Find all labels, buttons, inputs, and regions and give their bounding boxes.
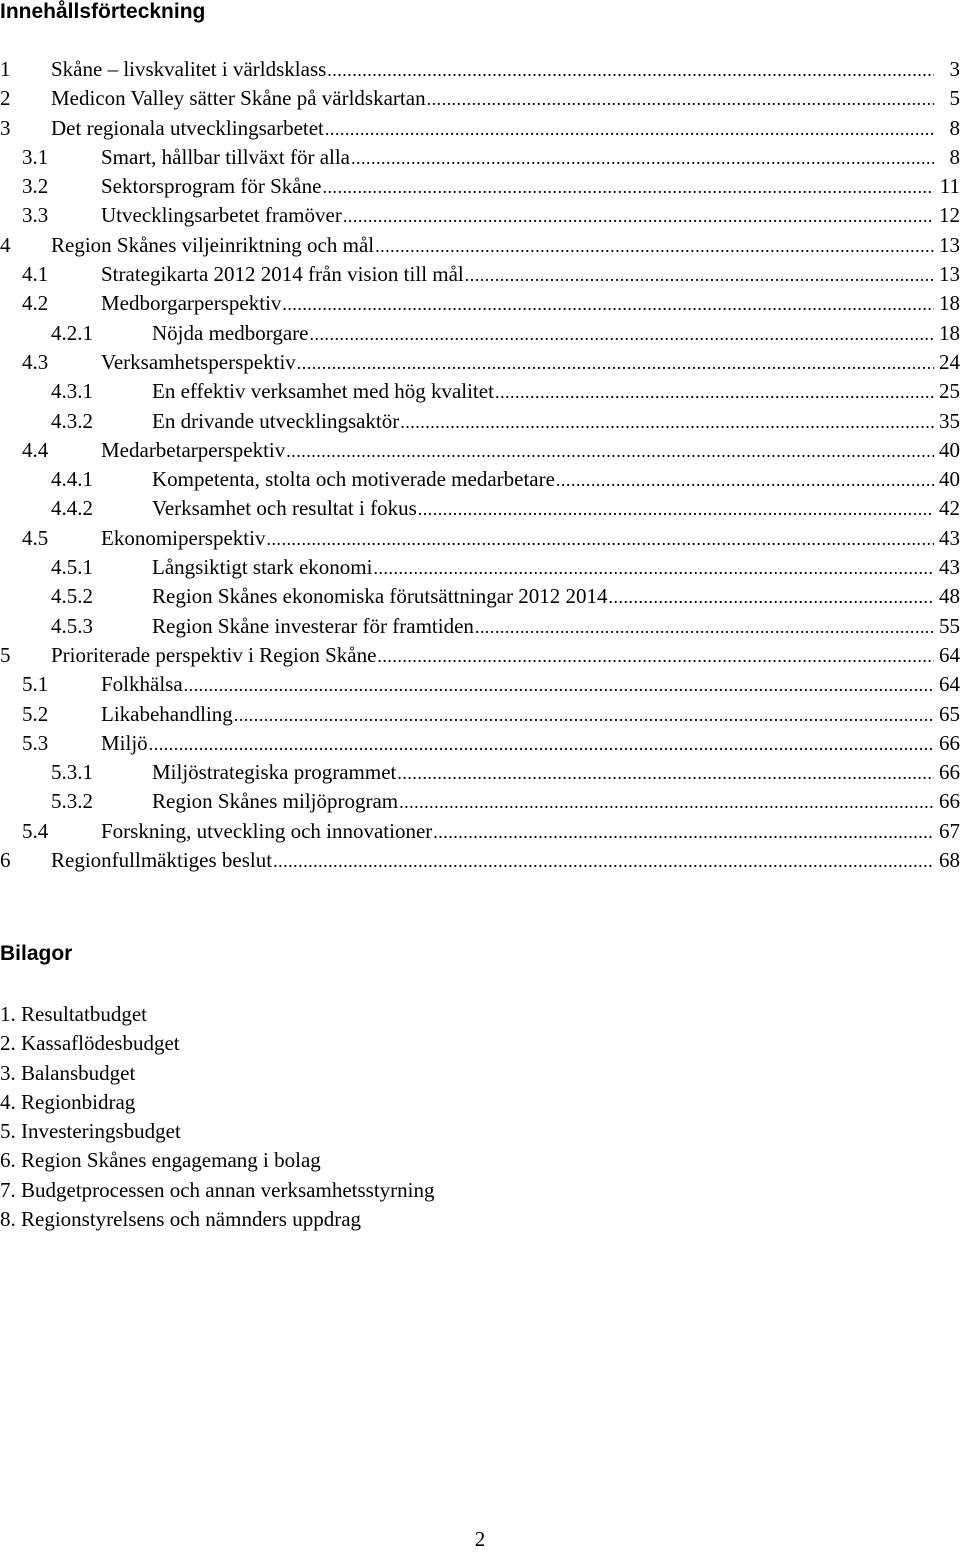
toc-entry-title-wrap: [101, 729, 934, 759]
toc-entry-page: 24: [939, 349, 960, 374]
toc-entry-page: 55: [939, 613, 960, 638]
appendices-heading: Bilagor: [0, 942, 73, 965]
toc-entry-title-wrap: [152, 758, 934, 788]
toc-entry-number: 4.5.2: [51, 584, 93, 609]
toc-entry[interactable]: [0, 201, 960, 230]
toc-entry-title-wrap: [101, 260, 934, 290]
toc-entry-title: En effektiv verksamhet med hög kvalitet: [152, 377, 495, 406]
toc-entry-page: 64: [939, 672, 960, 697]
toc-dot-leader: [273, 847, 934, 876]
toc-entry[interactable]: [0, 231, 960, 260]
appendix-item: 2. Kassaflödesbudget: [0, 1031, 180, 1056]
toc-entry-title: Kompetenta, stolta och motiverade medarbetare: [152, 465, 556, 494]
toc-entry-number: 3.1: [22, 144, 49, 169]
toc-entry-title-wrap: [51, 641, 934, 671]
toc-dot-leader: [418, 495, 934, 524]
toc-dot-leader: [556, 466, 934, 495]
toc-entry-number: 5: [0, 642, 11, 667]
toc-entry-number: 2: [0, 86, 11, 111]
appendix-item: 4. Regionbidrag: [0, 1089, 136, 1114]
toc-entry-title: Verksamhet och resultat i fokus: [152, 494, 418, 523]
toc-entry-title-wrap: [51, 114, 934, 144]
toc-dot-leader: [325, 115, 934, 144]
toc-entry-number: 4.1: [22, 262, 49, 287]
toc-entry-title: Region Skånes miljöprogram: [152, 787, 399, 816]
toc-entry-title-wrap: [152, 787, 934, 817]
toc-entry-number: 4.4.1: [51, 467, 93, 492]
toc-entry-title-wrap: [101, 172, 934, 202]
toc-entry-title-wrap: [51, 846, 934, 876]
toc-entry-number: 4.5: [22, 525, 49, 550]
toc-entry[interactable]: [0, 114, 960, 143]
toc-entry[interactable]: [0, 55, 960, 84]
toc-entry-page: 11: [939, 174, 960, 199]
toc-entry-page: 42: [939, 496, 960, 521]
toc-entry-page: 43: [939, 555, 960, 580]
toc-entry[interactable]: [0, 260, 960, 289]
toc-entry[interactable]: [0, 700, 960, 729]
toc-entry-page: 43: [939, 525, 960, 550]
toc-entry-page: 68: [939, 848, 960, 873]
toc-entry-title: Ekonomiperspektiv: [101, 524, 266, 553]
appendix-item: 3. Balansbudget: [0, 1060, 136, 1085]
table-of-contents: [0, 55, 960, 875]
toc-entry-title-wrap: [152, 612, 934, 642]
toc-entry-title-wrap: [51, 84, 934, 114]
toc-entry[interactable]: [0, 319, 960, 348]
toc-entry-title-wrap: [152, 553, 934, 583]
toc-entry[interactable]: [0, 817, 960, 846]
toc-entry-title: Medborgarperspektiv: [101, 289, 282, 318]
toc-entry-title: Regionfullmäktiges beslut: [51, 846, 273, 875]
toc-entry-page: 48: [939, 584, 960, 609]
toc-dot-leader: [149, 730, 934, 759]
toc-entry-title: Medarbetarperspektiv: [101, 436, 286, 465]
toc-entry-title-wrap: [152, 319, 934, 349]
toc-entry-page: 25: [939, 379, 960, 404]
toc-dot-leader: [377, 642, 934, 671]
toc-entry[interactable]: [0, 84, 960, 113]
toc-entry-title-wrap: [101, 289, 934, 319]
toc-entry-title: Folkhälsa: [101, 670, 184, 699]
toc-entry[interactable]: [0, 465, 960, 494]
toc-dot-leader: [234, 701, 934, 730]
toc-entry-title: Region Skånes viljeinriktning och mål: [51, 231, 375, 260]
toc-entry-number: 4: [0, 232, 11, 257]
toc-entry-page: 40: [939, 437, 960, 462]
toc-entry-title-wrap: [51, 55, 934, 85]
toc-entry-number: 5.3: [22, 730, 49, 755]
toc-entry-page: 64: [939, 642, 960, 667]
toc-entry-page: 13: [939, 232, 960, 257]
toc-entry-page: 3: [949, 57, 960, 81]
toc-entry-title-wrap: [152, 494, 934, 524]
toc-entry-title: Miljö: [101, 729, 149, 758]
toc-entry[interactable]: [0, 348, 960, 377]
toc-dot-leader: [327, 56, 934, 85]
toc-heading: Innehållsförteckning: [0, 0, 206, 23]
toc-dot-leader: [184, 671, 934, 700]
toc-entry-page: 66: [939, 789, 960, 814]
toc-entry-page: 12: [939, 203, 960, 228]
toc-entry[interactable]: [0, 172, 960, 201]
toc-dot-leader: [400, 408, 934, 437]
toc-entry-title-wrap: [101, 348, 934, 378]
toc-entry-page: 8: [949, 115, 960, 140]
appendix-item: 5. Investeringsbudget: [0, 1119, 181, 1144]
toc-entry-title: Strategikarta 2012 2014 från vision till mål: [101, 260, 465, 289]
toc-entry-title-wrap: [101, 817, 934, 847]
toc-entry-title: Utvecklingsarbetet framöver: [101, 201, 343, 230]
toc-entry[interactable]: [0, 670, 960, 699]
toc-entry-number: 4.5.1: [51, 555, 93, 580]
toc-entry-title: En drivande utvecklingsaktör: [152, 407, 400, 436]
toc-entry-title-wrap: [101, 700, 934, 730]
toc-entry-title-wrap: [101, 201, 934, 231]
toc-entry-title: Långsiktigt stark ekonomi: [152, 553, 373, 582]
toc-entry-title: Region Skånes ekonomiska förutsättningar 2012 2014: [152, 582, 609, 611]
toc-entry-number: 4.4: [22, 437, 49, 462]
toc-entry-title: Likabehandling: [101, 700, 234, 729]
toc-entry[interactable]: [0, 289, 960, 318]
appendix-item: 7. Budgetprocessen och annan verksamhetsstyrning: [0, 1177, 435, 1202]
toc-dot-leader: [465, 261, 934, 290]
toc-entry-number: 4.3.1: [51, 379, 93, 404]
toc-entry-number: 4.5.3: [51, 613, 93, 638]
toc-entry-title: Forskning, utveckling och innovationer: [101, 817, 433, 846]
toc-entry-title: Skåne – livskvalitet i världsklass: [51, 55, 327, 84]
appendix-item: 6. Region Skånes engagemang i bolag: [0, 1148, 321, 1173]
page-number: 2: [474, 1527, 486, 1551]
toc-entry-number: 6: [0, 848, 11, 873]
toc-entry-title: Smart, hållbar tillväxt för alla: [101, 143, 351, 172]
toc-entry-title-wrap: [101, 436, 934, 466]
toc-entry-title-wrap: [101, 670, 934, 700]
appendices-list: [0, 1000, 434, 1234]
toc-entry-page: 67: [939, 818, 960, 843]
toc-dot-leader: [351, 144, 934, 173]
toc-entry[interactable]: [0, 553, 960, 582]
appendix-item: 8. Regionstyrelsens och nämnders uppdrag: [0, 1207, 362, 1232]
toc-entry[interactable]: [0, 641, 960, 670]
toc-entry-number: 5.1: [22, 672, 49, 697]
toc-entry-title-wrap: [101, 524, 934, 554]
toc-entry-page: 18: [939, 320, 960, 345]
toc-dot-leader: [495, 378, 934, 407]
toc-dot-leader: [343, 202, 934, 231]
toc-dot-leader: [297, 349, 934, 378]
toc-entry-page: 66: [939, 760, 960, 785]
toc-dot-leader: [433, 818, 934, 847]
toc-entry-number: 4.2: [22, 291, 49, 316]
toc-entry-number: 5.3.2: [51, 789, 93, 814]
toc-entry-number: 5.3.1: [51, 760, 93, 785]
toc-dot-leader: [427, 85, 934, 114]
toc-entry[interactable]: [0, 582, 960, 611]
toc-entry-title-wrap: [152, 465, 934, 495]
toc-dot-leader: [609, 583, 934, 612]
toc-entry-title: Nöjda medborgare: [152, 319, 309, 348]
toc-entry-title-wrap: [152, 407, 934, 437]
toc-dot-leader: [397, 759, 934, 788]
toc-dot-leader: [286, 437, 934, 466]
toc-entry[interactable]: [0, 143, 960, 172]
toc-entry-title: Region Skåne investerar för framtiden: [152, 612, 475, 641]
toc-entry-title: Miljöstrategiska programmet: [152, 758, 397, 787]
toc-entry-page: 18: [939, 291, 960, 316]
toc-entry[interactable]: [0, 787, 960, 816]
toc-entry-number: 5.2: [22, 701, 49, 726]
toc-entry-title-wrap: [101, 143, 934, 173]
toc-entry-page: 40: [939, 467, 960, 492]
toc-entry-page: 65: [939, 701, 960, 726]
toc-entry[interactable]: [0, 524, 960, 553]
toc-entry[interactable]: [0, 758, 960, 787]
toc-entry-number: 4.2.1: [51, 320, 93, 345]
toc-entry-title-wrap: [152, 377, 934, 407]
toc-entry-number: 4.3: [22, 349, 49, 374]
toc-entry[interactable]: [0, 612, 960, 641]
toc-entry-page: 35: [939, 408, 960, 433]
toc-entry[interactable]: [0, 729, 960, 758]
toc-entry-number: 3.3: [22, 203, 49, 228]
toc-entry-number: 4.3.2: [51, 408, 93, 433]
toc-entry-title: Det regionala utvecklingsarbetet: [51, 114, 325, 143]
toc-dot-leader: [266, 525, 934, 554]
toc-entry[interactable]: [0, 494, 960, 523]
toc-dot-leader: [475, 613, 934, 642]
toc-dot-leader: [399, 788, 934, 817]
toc-dot-leader: [375, 232, 934, 261]
toc-entry[interactable]: [0, 846, 960, 875]
toc-entry-title: Sektorsprogram för Skåne: [101, 172, 322, 201]
toc-entry-number: 5.4: [22, 818, 49, 843]
toc-dot-leader: [373, 554, 934, 583]
toc-entry-page: 13: [939, 262, 960, 287]
toc-entry-number: 4.4.2: [51, 496, 93, 521]
toc-entry-number: 3.2: [22, 174, 49, 199]
toc-entry-page: 66: [939, 730, 960, 755]
toc-dot-leader: [309, 320, 934, 349]
toc-entry-page: 8: [949, 144, 960, 169]
toc-entry[interactable]: [0, 436, 960, 465]
toc-entry-title: Verksamhetsperspektiv: [101, 348, 297, 377]
appendix-item: 1. Resultatbudget: [0, 1002, 147, 1026]
toc-entry-title-wrap: [51, 231, 934, 261]
toc-entry[interactable]: [0, 377, 960, 406]
toc-entry-title-wrap: [152, 582, 934, 612]
toc-entry-number: 1: [0, 57, 11, 81]
toc-entry[interactable]: [0, 407, 960, 436]
toc-dot-leader: [322, 173, 934, 202]
toc-entry-page: 5: [949, 86, 960, 111]
toc-dot-leader: [282, 290, 934, 319]
toc-entry-title: Prioriterade perspektiv i Region Skåne: [51, 641, 377, 670]
toc-entry-title: Medicon Valley sätter Skåne på världskartan: [51, 84, 427, 113]
toc-entry-number: 3: [0, 115, 11, 140]
